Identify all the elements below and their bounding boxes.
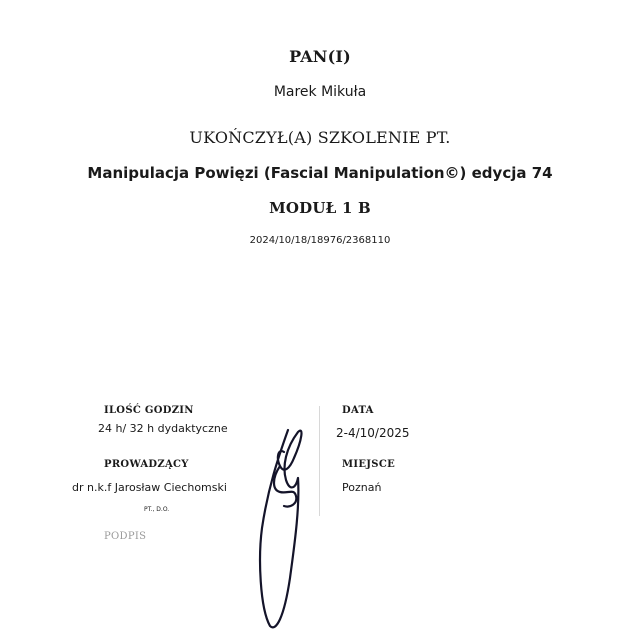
recipient-name: Marek Mikuła: [273, 84, 367, 100]
signature-label: PODPIS: [104, 531, 147, 542]
certificate-title: PAN(I): [289, 47, 351, 66]
completion-statement: UKOŃCZYŁ(A) SZKOLENIE PT.: [189, 128, 451, 147]
date-label: DATA: [342, 405, 374, 416]
module-title: MODUŁ 1 B: [269, 199, 371, 217]
hours-value: 24 h/ 32 h dydaktyczne: [98, 422, 228, 435]
place-label: MIEJSCE: [342, 459, 396, 470]
instructor-label: PROWADZĄCY: [104, 459, 189, 470]
date-value: 2-4/10/2025: [336, 426, 410, 440]
reference-number: 2024/10/18/18976/2368110: [249, 235, 391, 246]
place-value: Poznań: [342, 481, 382, 494]
handwritten-signature-icon: [250, 418, 330, 633]
instructor-value: dr n.k.f Jarosław Ciechomski: [72, 481, 227, 494]
course-name: Manipulacja Powięzi (Fascial Manipulation©) edycja 74: [87, 164, 553, 182]
instructor-credentials: PT., D.O.: [144, 506, 170, 513]
hours-label: ILOŚĆ GODZIN: [104, 405, 194, 416]
